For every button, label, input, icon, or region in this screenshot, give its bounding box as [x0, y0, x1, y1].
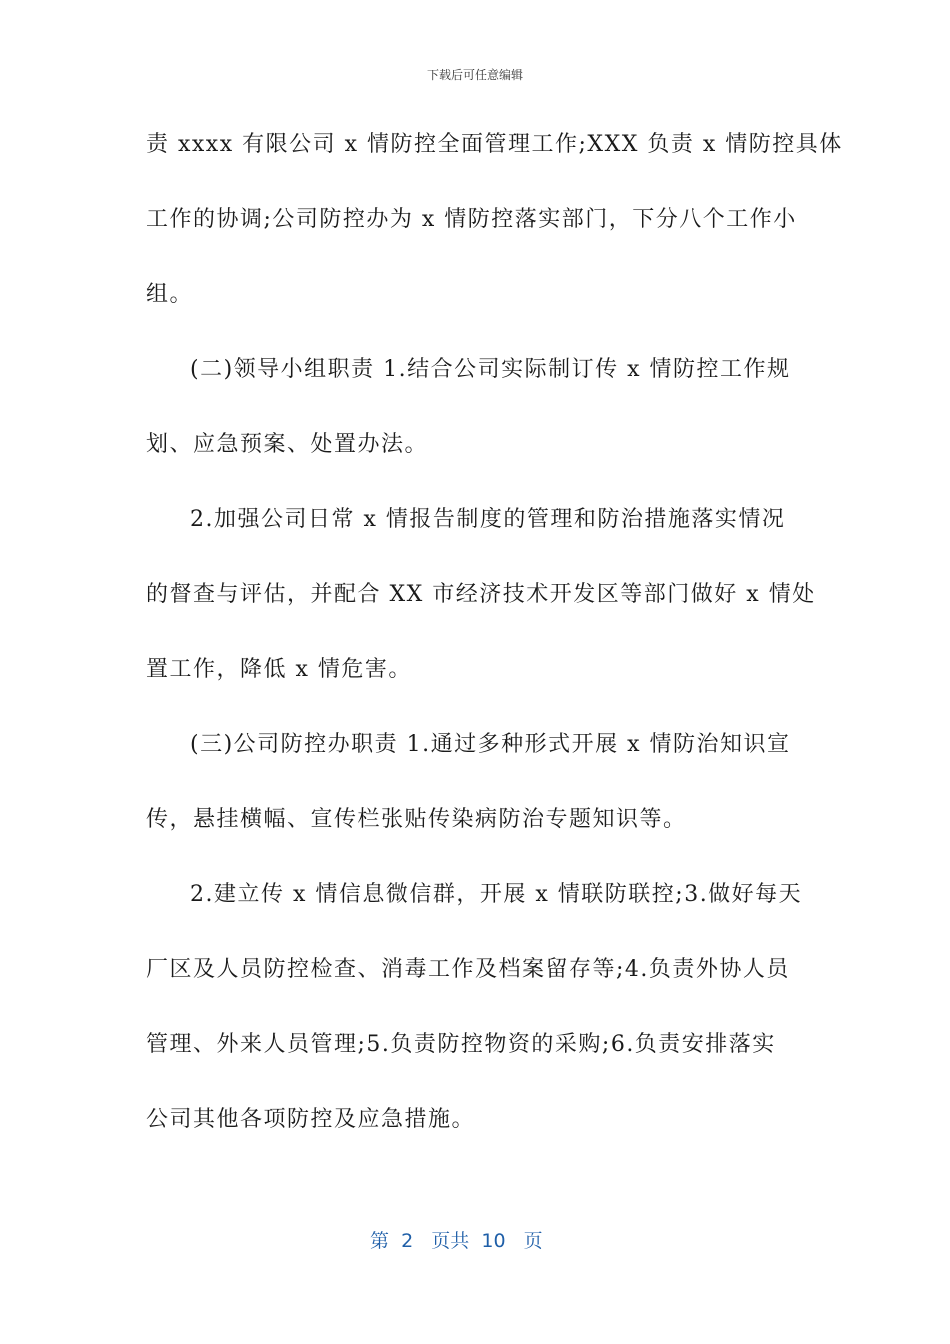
text-line: 管理、外来人员管理;5.负责防控物资的采购;6.负责安排落实: [146, 1032, 776, 1057]
text-line: 厂区及人员防控检查、消毒工作及档案留存等;4.负责外协人员: [146, 957, 790, 982]
paragraph-start-line: (二)领导小组职责 1.结合公司实际制订传 x 情防控工作规: [190, 357, 791, 382]
text-line: 公司其他各项防控及应急措施。: [146, 1107, 476, 1132]
text-line: 的督查与评估，并配合 XX 市经济技术开发区等部门做好 x 情处: [146, 582, 816, 607]
header-note: 下载后可任意编辑: [426, 68, 523, 82]
text-line: 置工作，降低 x 情危害。: [146, 657, 412, 682]
text-line: 工作的协调;公司防控办为 x 情防控落实部门，下分八个工作小: [146, 207, 797, 232]
text-line: 组。: [146, 282, 194, 307]
text-line: 传，悬挂横幅、宣传栏张贴传染病防治专题知识等。: [146, 807, 687, 832]
paragraph-start-line: (三)公司防控办职责 1.通过多种形式开展 x 情防治知识宣: [190, 732, 791, 757]
text-line: 责 xxxx 有限公司 x 情防控全面管理工作;XXX 负责 x 情防控具体: [146, 132, 843, 157]
page-footer: 第 2 页共 10 页: [370, 1230, 543, 1252]
paragraph-start-line: 2.加强公司日常 x 情报告制度的管理和防治措施落实情况: [190, 507, 786, 532]
paragraph-start-line: 2.建立传 x 情信息微信群，开展 x 情联防联控;3.做好每天: [190, 882, 803, 907]
text-line: 划、应急预案、处置办法。: [146, 432, 429, 457]
